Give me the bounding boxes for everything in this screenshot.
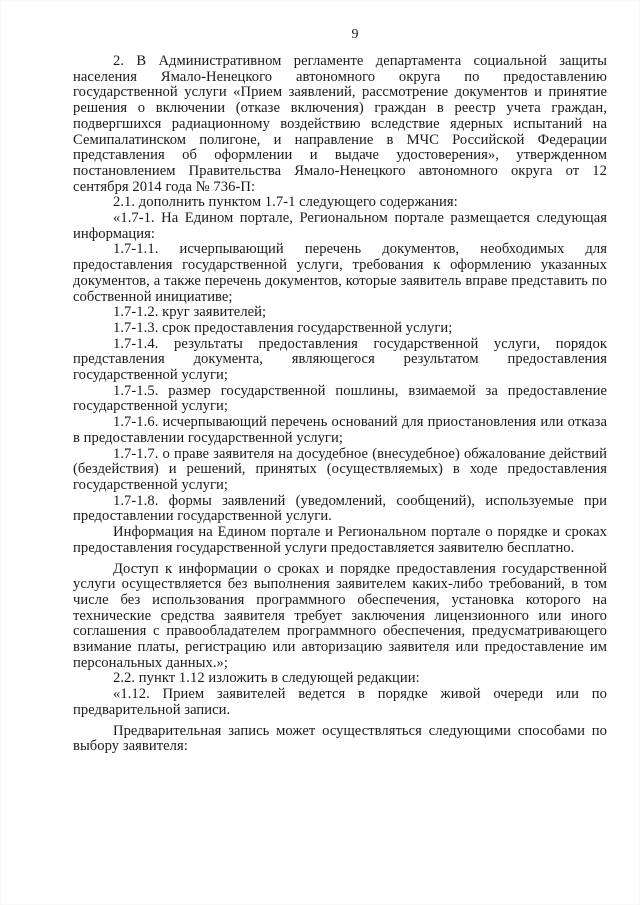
paragraph-p16: Предварительная запись может осуществляться следующими способами по выбору заявителя: — [73, 722, 607, 755]
paragraph-p9: 1.7-1.6. исчерпывающий перечень оснований для приостановления или отказа в предоставлении государственной услуги; — [73, 414, 607, 446]
paragraph-p6: 1.7-1.3. срок предоставления государственной услуги; — [113, 319, 453, 336]
paragraph-p4: 1.7-1.1. исчерпывающий перечень документов, необходимых для предоставления государственной услуги, требования к оформлению указанных документов, а также перечень документов, которые заявитель вправе представить по собственной инициативе; — [73, 241, 607, 305]
paragraph-p7: 1.7-1.4. результаты предоставления государственной услуги, порядок представления документа, являющегося результатом предоставления государственной услуги; — [73, 335, 607, 384]
paragraph-p2: 2.1. дополнить пунктом 1.7-1 следующего содержания: — [113, 194, 458, 211]
page-number: 9 — [351, 27, 359, 42]
paragraph-p15: «1.12. Прием заявителей ведется в порядке живой очереди или по предварительной записи. — [73, 686, 607, 718]
paragraph-p11: 1.7-1.8. формы заявлений (уведомлений, сообщений), используемые при предоставлении государственной услуги. — [73, 492, 607, 525]
paragraph-p13: Доступ к информации о сроках и порядке предоставления государственной услуги осуществляется без выполнения заявителем каких-либо требований, в том числе без использования программного обеспечения, установка которого на технические средства заявителя требует заключения лицензионного или иного соглашения с правообладателем программного обеспечения, предусматривающего взимание платы, регистрацию или авторизацию заявителя или предоставление им персональных данных.»; — [73, 560, 607, 671]
document-body — [73, 54, 607, 755]
paragraph-p3: «1.7-1. На Едином портале, Региональном портале размещается следующая информация: — [73, 210, 607, 242]
paragraph-p12: Информация на Едином портале и Региональном портале о порядке и сроках предоставления государственной услуги предоставляется заявителю бесплатно. — [73, 524, 607, 556]
paragraph-p14: 2.2. пункт 1.12 изложить в следующей редакции: — [113, 670, 420, 687]
paragraph-p5: 1.7-1.2. круг заявителей; — [113, 304, 267, 321]
paragraph-p10: 1.7-1.7. о праве заявителя на досудебное (внесудебное) обжалование действий (бездействия) и решений, принятых (осуществляемых) в ходе предоставления государственной услуги; — [73, 445, 607, 493]
paragraph-p1: 2. В Административном регламенте департамента социальной защиты населения Ямало-Ненецкого автономного округа по предоставлению государственной услуги «Прием заявлений, рассмотрение документов и принятие решения о включении (отказе включения) граждан в реестр учета граждан, подвергшихся радиационному воздействию вследствие ядерных испытаний на Семипалатинском полигоне, и направление в МЧС Российской Федерации представления об оформлении и выдаче удостоверения», утвержденном постановлением Правительства Ямало-Ненецкого автономного округа от 12 сентября 2014 года № 736-П: — [73, 53, 607, 195]
paragraph-p8: 1.7-1.5. размер государственной пошлины, взимаемой за предоставление государственной услуги; — [73, 382, 607, 415]
